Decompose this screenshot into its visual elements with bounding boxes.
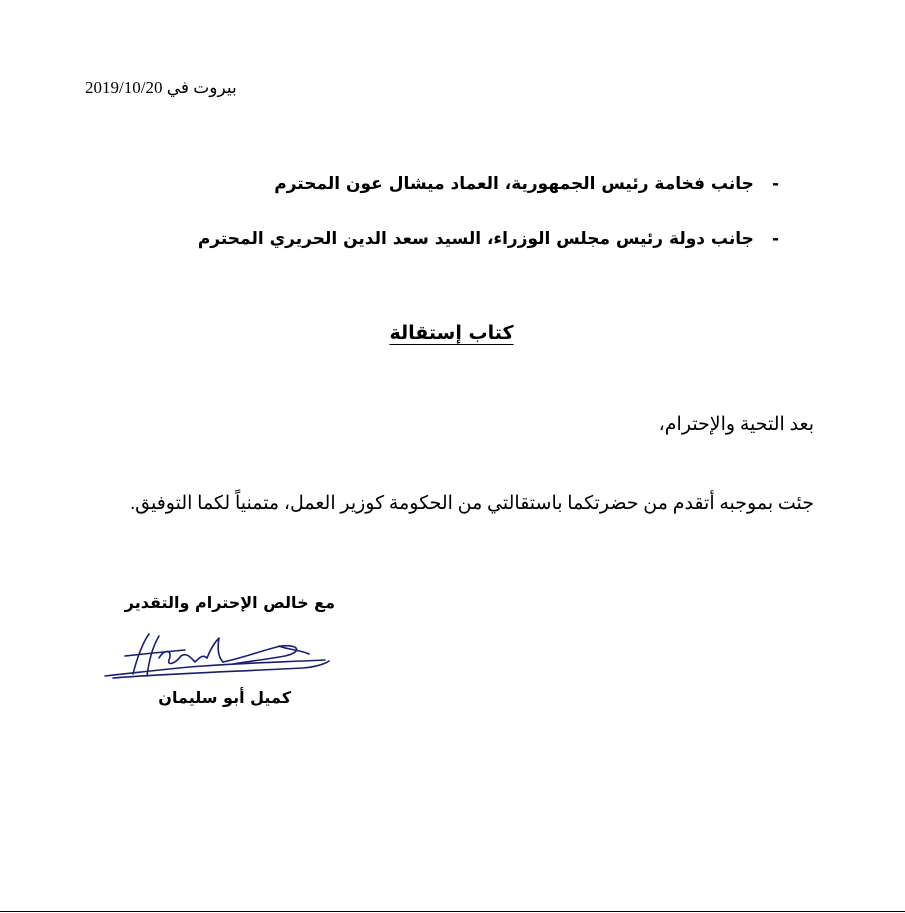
- letter-body: جئت بموجبه أتقدم من حضرتكما باستقالتي من الحكومة كوزير العمل، متمنياً لكما التوفيق.: [130, 493, 814, 514]
- bottom-border-line: [0, 911, 905, 912]
- addressee-prime-minister: [198, 229, 779, 249]
- greeting: بعد التحية والإحترام،: [658, 414, 814, 435]
- letter-title: [0, 322, 905, 344]
- list-dash: -: [771, 174, 779, 194]
- signer-name: كميل أبو سليمان: [158, 688, 291, 707]
- addressee-president-text: جانب فخامة رئيس الجمهورية، العماد ميشال عون المحترم: [274, 174, 754, 194]
- addressee-prime-minister-text: جانب دولة رئيس مجلس الوزراء، السيد سعد الدين الحريري المحترم: [197, 229, 754, 249]
- handwritten-signature-icon: [103, 628, 333, 688]
- closing-line: مع خالص الإحترام والتقدير: [124, 593, 335, 612]
- letter-title-text: كتاب إستقالة: [389, 322, 514, 344]
- addressee-president: [274, 174, 779, 194]
- list-dash: -: [771, 229, 779, 249]
- date-line: بيروت في 2019/10/20: [85, 78, 237, 97]
